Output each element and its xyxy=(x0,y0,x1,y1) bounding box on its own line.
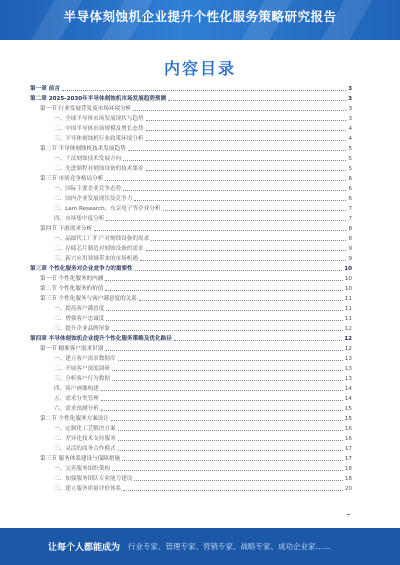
toc-leader-dots xyxy=(101,400,343,401)
toc-page-number: 13 xyxy=(344,366,352,372)
toc-entry[interactable] xyxy=(30,184,352,194)
toc-page-number: 13 xyxy=(344,376,352,382)
toc-leader-dots xyxy=(133,110,346,111)
toc-entry-label: 一、干法刻蚀技术发展方向 xyxy=(54,156,122,162)
toc-entry[interactable] xyxy=(30,244,352,254)
toc-leader-dots xyxy=(139,300,343,301)
toc-leader-dots xyxy=(123,490,343,491)
toc-entry-label: 第三节 个性化服务与客户满意度的关系 xyxy=(40,296,137,302)
toc-entry[interactable] xyxy=(30,374,352,384)
toc-entry[interactable] xyxy=(30,234,352,244)
toc-leader-dots xyxy=(62,90,346,91)
toc-leader-dots xyxy=(134,480,343,481)
toc-entry-label: 一、建立客户需求数据库 xyxy=(54,356,116,362)
toc-entry-label: 第一节 行业发展背景及市场环境分析 xyxy=(40,106,132,112)
footer-band xyxy=(0,528,400,565)
toc-page-number: 12 xyxy=(344,346,352,352)
toc-page-number: 5 xyxy=(348,146,352,152)
toc-entry[interactable] xyxy=(30,424,352,434)
toc-entry-label: 三、提升企业品牌形象 xyxy=(54,326,110,332)
toc-entry-label: 三、分析客户行为数据 xyxy=(54,376,110,382)
toc-leader-dots xyxy=(111,420,343,421)
toc-page-number: 6 xyxy=(348,176,352,182)
toc-page-number: 3 xyxy=(348,106,352,112)
toc-entry[interactable] xyxy=(30,404,352,414)
toc-entry-label: 二、存储芯片制造对刻蚀设备的需求 xyxy=(54,246,144,252)
toc-leader-dots xyxy=(146,120,347,121)
toc-entry[interactable] xyxy=(30,384,352,394)
page-marker xyxy=(347,514,350,515)
toc-page-number: 15 xyxy=(344,416,352,422)
toc-entry-label: 一、定制化工艺解决方案 xyxy=(54,426,116,432)
toc-entry-label: 二、中国半导体市场规模及增长态势 xyxy=(54,126,144,132)
toc-entry[interactable] xyxy=(30,174,352,184)
toc-leader-dots xyxy=(105,280,343,281)
toc-leader-dots xyxy=(151,240,346,241)
toc-page-number: 8 xyxy=(348,236,352,242)
toc-entry[interactable] xyxy=(30,314,352,324)
toc-leader-dots xyxy=(135,270,343,271)
toc-leader-dots xyxy=(101,410,343,411)
toc-leader-dots xyxy=(168,100,346,101)
toc-entry-label: 一、国际主要企业竞争态势 xyxy=(54,186,122,192)
toc-entry-label: 二、开展客户深度调研 xyxy=(54,366,110,372)
toc-leader-dots xyxy=(146,130,347,131)
toc-leader-dots xyxy=(118,430,343,431)
toc-entry[interactable] xyxy=(30,474,352,484)
toc-entry-label: 第四节 下游需求分析 xyxy=(40,226,93,232)
report-title: 半导体刻蚀机企业提升个性化服务策略研究报告 xyxy=(63,9,337,24)
toc-page-number: 10 xyxy=(344,276,352,282)
toc-page-number: 7 xyxy=(348,206,352,212)
toc-leader-dots xyxy=(105,350,343,351)
toc-entry[interactable] xyxy=(30,484,352,494)
toc-leader-dots xyxy=(146,250,347,251)
toc-entry[interactable] xyxy=(30,134,352,144)
toc-leader-dots xyxy=(106,220,346,221)
toc-entry[interactable] xyxy=(30,194,352,204)
toc-heading: 内容目录 xyxy=(163,59,236,78)
toc-entry-label: 第三节 服务体系建设与保障措施 xyxy=(40,456,121,462)
toc-entry-label: 二、差异化技术支持服务 xyxy=(54,436,116,442)
toc-page-number: 17 xyxy=(344,456,352,462)
toc-page-number: 3 xyxy=(348,116,352,122)
toc-entry[interactable] xyxy=(30,304,352,314)
toc-leader-dots xyxy=(146,170,347,171)
toc-entry-label: 二、加强服务团队专业能力建设 xyxy=(54,476,133,482)
toc-entry-label: 二、国内企业发展现状及竞争力 xyxy=(54,196,133,202)
toc-entry-label: 三、Lam Research、东京电子等企业分析 xyxy=(54,206,161,212)
toc-leader-dots xyxy=(112,470,343,471)
toc-entry[interactable] xyxy=(30,204,352,214)
toc-entry-label: 第一节 个性化服务的内涵 xyxy=(40,276,104,282)
toc-page-number: 13 xyxy=(344,356,352,362)
toc-page-number: 10 xyxy=(344,286,352,292)
toc-entry[interactable] xyxy=(30,104,352,114)
toc-entry-label: 一、晶圆代工厂扩产对刻蚀设备的需求 xyxy=(54,236,150,242)
toc-entry-label: 二、先进制程对刻蚀设备的技术要求 xyxy=(54,166,144,172)
toc-entry[interactable] xyxy=(30,264,352,274)
toc-entry[interactable] xyxy=(30,334,352,344)
toc-entry-label: 三、建立服务质量评价体系 xyxy=(54,486,122,492)
toc-entry[interactable] xyxy=(30,214,352,224)
toc-leader-dots xyxy=(174,340,342,341)
toc-page-number: 4 xyxy=(348,126,352,132)
toc-entry-label: 四、市场集中度分析 xyxy=(54,216,105,222)
toc-page-number: 14 xyxy=(344,386,352,392)
toc-page-number: 15 xyxy=(344,406,352,412)
toc-entry[interactable] xyxy=(30,124,352,134)
toc-page-number: 11 xyxy=(344,306,352,312)
toc-entry-label: 六、需求预测分析 xyxy=(54,406,99,412)
toc-entry-label: 第二章 2025-2030年半导体刻蚀机市场发展趋势预测 xyxy=(30,96,167,102)
toc-entry[interactable] xyxy=(30,114,352,124)
toc-entry[interactable] xyxy=(30,294,352,304)
toc-leader-dots xyxy=(128,150,347,151)
toc-page-number: 14 xyxy=(344,396,352,402)
table-of-contents xyxy=(30,84,352,494)
toc-leader-dots xyxy=(101,390,343,391)
toc-leader-dots xyxy=(146,140,347,141)
toc-entry-label: 第三章 个性化服务对企业竞争力的重要性 xyxy=(30,266,133,272)
toc-entry[interactable] xyxy=(30,454,352,464)
toc-entry[interactable] xyxy=(30,84,352,94)
toc-entry-label: 第三节 市场竞争格局分析 xyxy=(40,176,104,182)
toc-entry-label: 二、增强客户忠诚度 xyxy=(54,316,105,322)
toc-entry-label: 三、灵活的商务合作模式 xyxy=(54,446,116,452)
toc-entry-label: 五、需求分类管理 xyxy=(54,396,99,402)
toc-leader-dots xyxy=(134,200,346,201)
toc-page-number: 3 xyxy=(348,86,352,92)
toc-leader-dots xyxy=(106,310,343,311)
toc-page-number: 12 xyxy=(344,336,352,342)
toc-entry-label: 三、半导体刻蚀机行业政策环境分析 xyxy=(54,136,144,142)
toc-entry[interactable] xyxy=(30,94,352,104)
toc-entry-label: 第二节 个性化服务的价值 xyxy=(40,286,104,292)
toc-entry[interactable] xyxy=(30,464,352,474)
toc-entry-label: 一、全球半导体市场发展现状与趋势 xyxy=(54,116,144,122)
footer-slogan-right: 行业专家、管理专家、营销专家、战略专家、成功企业家…… xyxy=(128,542,331,551)
toc-leader-dots xyxy=(123,190,346,191)
toc-page-number: 9 xyxy=(348,246,352,252)
toc-entry[interactable] xyxy=(30,414,352,424)
toc-page-number: 18 xyxy=(344,476,352,482)
toc-entry[interactable] xyxy=(30,164,352,174)
toc-entry-label: 第二节 半导体刻蚀机技术发展趋势 xyxy=(40,146,126,152)
toc-page-number: 9 xyxy=(348,256,352,262)
toc-entry[interactable] xyxy=(30,154,352,164)
toc-entry-label: 第一章 前言 xyxy=(30,86,60,92)
toc-leader-dots xyxy=(105,290,343,291)
toc-entry[interactable] xyxy=(30,144,352,154)
toc-leader-dots xyxy=(163,210,347,211)
footer-slogan-left: 让每个人都能成为 xyxy=(48,543,121,553)
toc-leader-dots xyxy=(123,160,346,161)
toc-entry[interactable] xyxy=(30,284,352,294)
toc-entry[interactable] xyxy=(30,344,352,354)
toc-entry[interactable] xyxy=(30,354,352,364)
toc-entry[interactable] xyxy=(30,364,352,374)
toc-leader-dots xyxy=(106,320,343,321)
toc-entry[interactable] xyxy=(30,224,352,234)
toc-page-number: 10 xyxy=(344,266,352,272)
toc-page-number: 6 xyxy=(348,186,352,192)
toc-page-number: 17 xyxy=(344,446,352,452)
toc-entry[interactable] xyxy=(30,274,352,284)
toc-leader-dots xyxy=(118,360,343,361)
toc-page-number: 5 xyxy=(348,166,352,172)
toc-leader-dots xyxy=(94,230,346,231)
toc-page-number: 11 xyxy=(344,296,352,302)
toc-leader-dots xyxy=(105,180,346,181)
toc-leader-dots xyxy=(112,380,343,381)
toc-page-number: 6 xyxy=(348,196,352,202)
toc-page-number: 12 xyxy=(344,326,352,332)
toc-entry-label: 一、完善服务组织架构 xyxy=(54,466,110,472)
toc-entry-label: 四、客户画像构建 xyxy=(54,386,99,392)
toc-entry-label: 第一节 精准客户需求识别 xyxy=(40,346,104,352)
toc-page-number: 16 xyxy=(344,426,352,432)
toc-entry-label: 一、提高客户满意度 xyxy=(54,306,105,312)
header-band xyxy=(0,0,400,40)
toc-page-number: 20 xyxy=(344,486,352,492)
toc-entry-label: 第二节 个性化服务方案设计 xyxy=(40,416,109,422)
toc-page-number: 3 xyxy=(348,96,352,102)
toc-page-number: 4 xyxy=(348,136,352,142)
toc-page-number: 8 xyxy=(348,226,352,232)
toc-leader-dots xyxy=(112,370,343,371)
toc-page-number: 11 xyxy=(344,316,352,322)
toc-leader-dots xyxy=(118,440,343,441)
toc-page-number: 5 xyxy=(348,156,352,162)
toc-entry-label: 三、新兴应用领域带来的市场机遇 xyxy=(54,256,138,262)
toc-entry[interactable] xyxy=(30,394,352,404)
toc-leader-dots xyxy=(112,330,343,331)
toc-entry-label: 第四章 半导体刻蚀机企业提升个性化服务策略及优化路径 xyxy=(30,336,172,342)
toc-leader-dots xyxy=(122,460,343,461)
toc-entry[interactable] xyxy=(30,444,352,454)
toc-entry[interactable] xyxy=(30,434,352,444)
toc-leader-dots xyxy=(118,450,343,451)
toc-page-number: 7 xyxy=(348,216,352,222)
toc-entry[interactable] xyxy=(30,254,352,264)
toc-leader-dots xyxy=(140,260,347,261)
toc-page-number: 18 xyxy=(344,466,352,472)
toc-page-number: 16 xyxy=(344,436,352,442)
toc-entry[interactable] xyxy=(30,324,352,334)
